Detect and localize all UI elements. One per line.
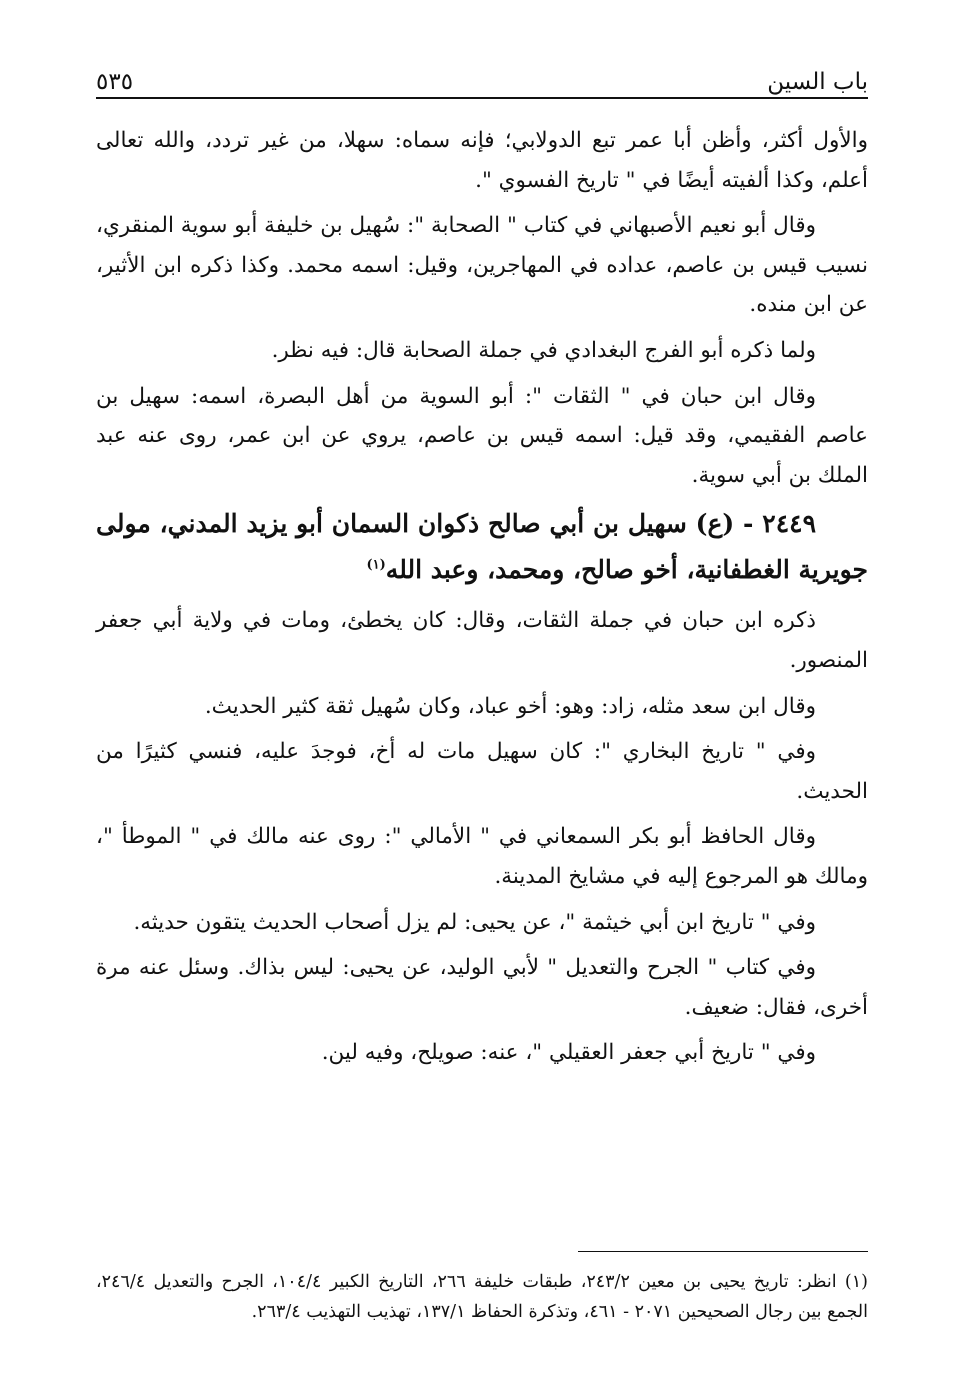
paragraph: وفي " تاريخ البخاري ": كان سهيل مات له أخ، فوجدَ عليه، فنسي كثيرًا من الحديث. <box>96 739 868 804</box>
paragraph: وفي " تاريخ أبي جعفر العقيلي "، عنه: صويلح، وفيه لين. <box>321 1040 816 1066</box>
main-text <box>96 121 868 1079</box>
paragraph: وقال أبو نعيم الأصبهاني في كتاب " الصحابة ": سُهيل بن خليفة أبو سوية المنقري، نسيب قيس بن عاصم، عداده في المهاجرين، وقيل: اسمه محمد. وكذا ذكره ابن الأثير، عن ابن منده. <box>96 213 868 318</box>
page-header <box>96 55 868 95</box>
entry-title-text: ٢٤٤٩ - (ع) سهيل بن أبي صالح ذكوان السمان أبو يزيد المدني، مولى جويرية الغطفانية، أخو صالح، ومحمد، وعبد الله <box>96 509 868 585</box>
paragraph: وقال ابن سعد مثله، زاد: وهو: أخو عباد، وكان سُهيل ثقة كثير الحديث. <box>204 693 816 719</box>
paragraph: وفي كتاب " الجرح والتعديل " لأبي الوليد، عن يحيى: ليس بذاك. وسئل عنه مرة أخرى، فقال: ضعيف. <box>96 955 868 1020</box>
footnote-marker: (١) <box>366 558 386 574</box>
header-divider <box>96 97 868 99</box>
paragraph: وفي " تاريخ ابن أبي خيثمة "، عن يحيى: لم يزل أصحاب الحديث يتقون حديثه. <box>133 909 816 935</box>
paragraph: وقال ابن حبان في " الثقات ": أبو السوية من أهل البصرة، اسمه: سهيل بن عاصم الفقيمي، وقد قيل: اسمه قيس بن عاصم، يروي عن ابن عمر، روى عنه عبد الملك بن أبي سوية. <box>96 383 868 488</box>
paragraph: والأول أكثر، وأظن أبا عمر تبع الدولابي؛ فإنه سماه: سهلا، من غير تردد، والله تعالى أعلم، وكذا ألفيته أيضًا في " تاريخ الفسوي ". <box>96 128 868 193</box>
footnote: (١) انظر: تاريخ يحيى بن معين ٢٤٣/٢، طبقات خليفة ٢٦٦، التاريخ الكبير ١٠٤/٤، الجرح والتعديل ٢٤٦/٤، الجمع بين رجال الصحيحين ٢٠٧١ - ٤٦١، وتذكرة الحفاظ ١٣٧/١، تهذيب التهذيب ٢٦٣/٤. <box>96 1272 868 1322</box>
entry-heading <box>96 501 868 593</box>
paragraph: وقال الحافظ أبو بكر السمعاني في " الأمالي ": روى عنه مالك في " الموطأ "، ومالك هو المرجوع إليه في مشايخ المدينة. <box>96 824 868 889</box>
paragraph: ذكره ابن حبان في جملة الثقات، وقال: كان يخطئ، ومات في ولاية أبي جعفر المنصور. <box>96 608 868 673</box>
paragraph: ولما ذكره أبو الفرج البغدادي في جملة الصحابة قال: فيه نظر. <box>271 337 816 363</box>
book-page <box>96 55 868 1355</box>
page-number: ٥٣٥ <box>96 69 134 95</box>
chapter-title: باب السين <box>767 69 868 95</box>
footnote-divider <box>578 1251 868 1252</box>
footnotes <box>96 1267 868 1327</box>
